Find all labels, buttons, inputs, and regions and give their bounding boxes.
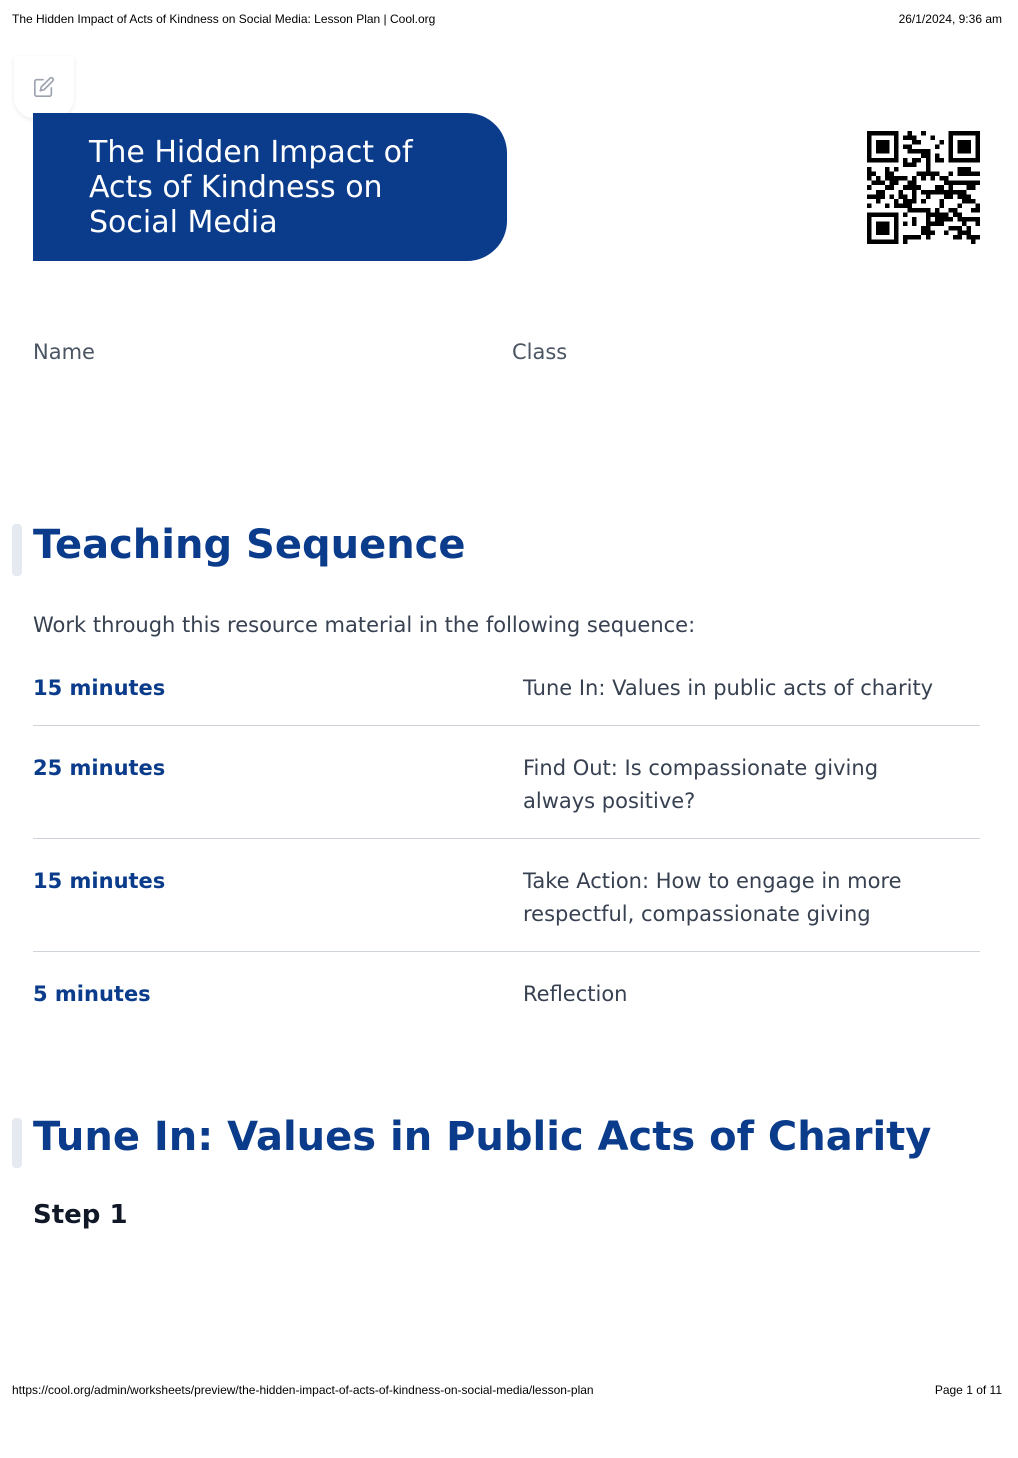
sequence-row <box>33 978 980 1031</box>
edit-button[interactable] <box>14 56 74 118</box>
title-card <box>33 113 507 261</box>
sequence-activity: Reflection <box>523 982 628 1006</box>
sequence-time: 5 minutes <box>33 982 151 1006</box>
print-footer <box>12 1383 1002 1397</box>
edit-icon <box>33 76 55 98</box>
sequence-row <box>33 672 980 726</box>
name-field-label: Name <box>33 340 95 364</box>
sequence-activity: Find Out: Is compassionate giving always positive? <box>523 756 879 813</box>
sequence-row <box>33 752 980 839</box>
section-accent-bar <box>12 1118 22 1168</box>
sequence-row <box>33 865 980 952</box>
sequence-time: 25 minutes <box>33 756 166 780</box>
teaching-sequence-heading: Teaching Sequence <box>33 522 466 568</box>
sequence-activity: Take Action: How to engage in more respectful, compassionate giving <box>523 869 902 926</box>
sequence-intro: Work through this resource material in the following sequence: <box>33 613 696 637</box>
tune-in-heading: Tune In: Values in Public Acts of Charity <box>33 1114 932 1160</box>
print-footer-page: Page 1 of 11 <box>934 1383 1002 1397</box>
sequence-time: 15 minutes <box>33 869 166 893</box>
title-line-1: The Hidden Impact of <box>89 135 413 170</box>
class-field-label: Class <box>512 340 568 364</box>
print-header-datetime: 26/1/2024, 9:36 am <box>898 12 1002 26</box>
print-footer-url: https://cool.org/admin/worksheets/preview/the-hidden-impact-of-acts-of-kindness-on-social-media/lesson-plan <box>12 1383 594 1397</box>
print-header <box>12 12 1002 26</box>
title-line-2: Acts of Kindness on <box>89 170 383 205</box>
sequence-time: 15 minutes <box>33 676 166 700</box>
section-accent-bar <box>12 524 22 576</box>
title-line-3: Social Media <box>89 205 278 240</box>
sequence-activity: Tune In: Values in public acts of charity <box>523 676 934 700</box>
print-header-title: The Hidden Impact of Acts of Kindness on Social Media: Lesson Plan | Cool.org <box>12 12 436 26</box>
step-heading: Step 1 <box>33 1200 128 1230</box>
sequence-table <box>33 672 980 1057</box>
qr-code-icon[interactable] <box>867 131 980 244</box>
